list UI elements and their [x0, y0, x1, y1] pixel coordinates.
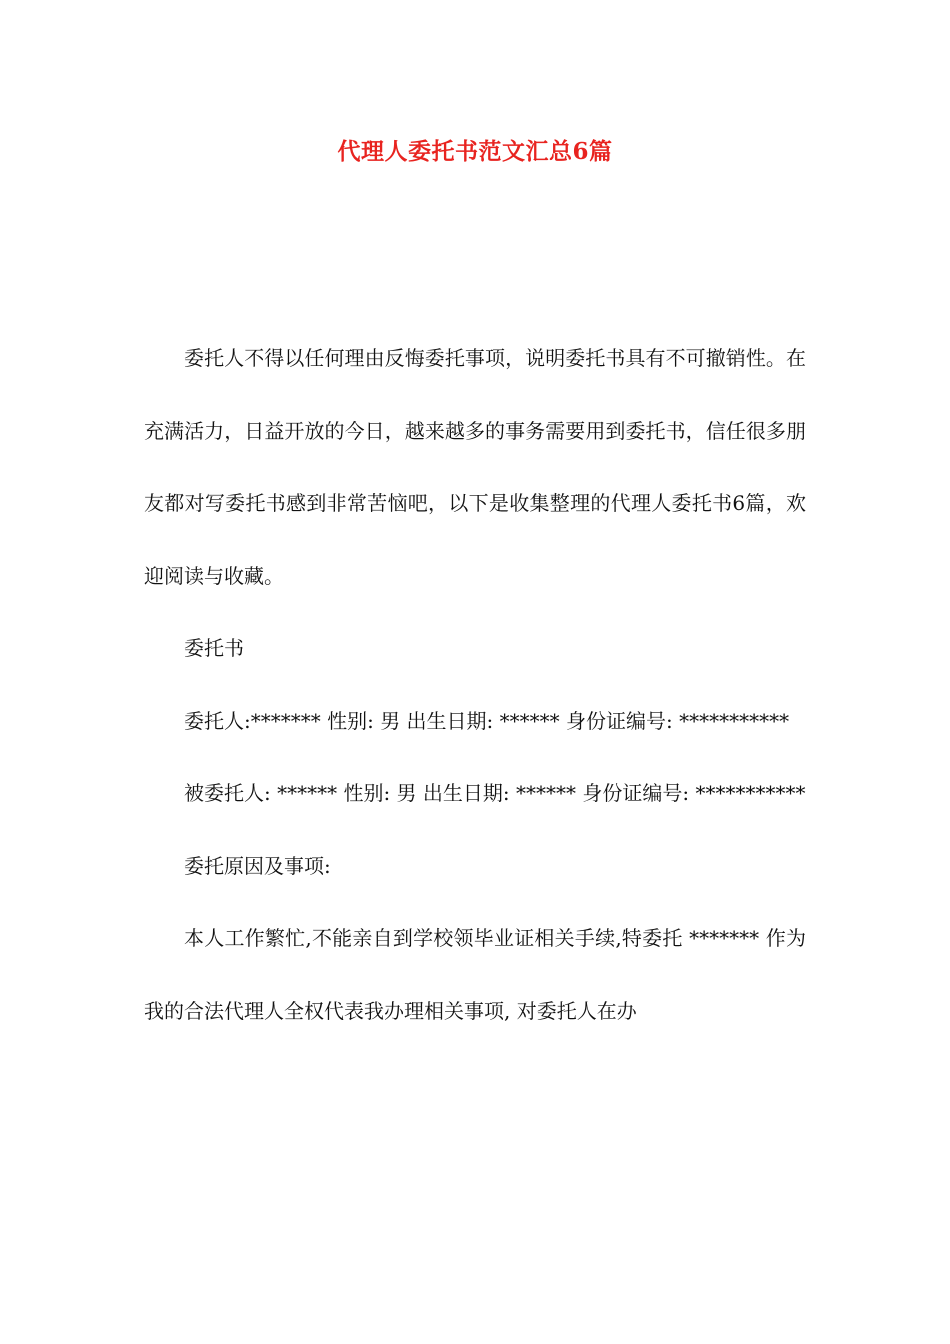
reason-paragraph: 本人工作繁忙,不能亲自到学校领毕业证相关手续,特委托 ******* 作为我的合法代理人全权代表我办理相关事项, 对委托人在办 [144, 926, 806, 1023]
agent-info-paragraph: 被委托人: ****** 性别: 男 出生日期: ****** 身份证编号: *********** [184, 781, 806, 805]
section-heading: 委托书 [184, 636, 244, 660]
principal-info-paragraph: 委托人:******* 性别: 男 出生日期: ****** 身份证编号: *********** [184, 708, 790, 733]
reason-heading: 委托原因及事项: [184, 853, 331, 878]
document-title: 代理人委托书范文汇总6篇 [337, 138, 613, 165]
document-body [144, 322, 806, 1047]
intro-paragraph: 委托人不得以任何理由反悔委托事项，说明委托书具有不可撤销性。在充满活力，日益开放的今日，越来越多的事务需要用到委托书，信任很多朋友都对写委托书感到非常苦恼吧，以下是收集整理的代理人委托书6篇，欢迎阅读与收藏。 [144, 346, 806, 588]
